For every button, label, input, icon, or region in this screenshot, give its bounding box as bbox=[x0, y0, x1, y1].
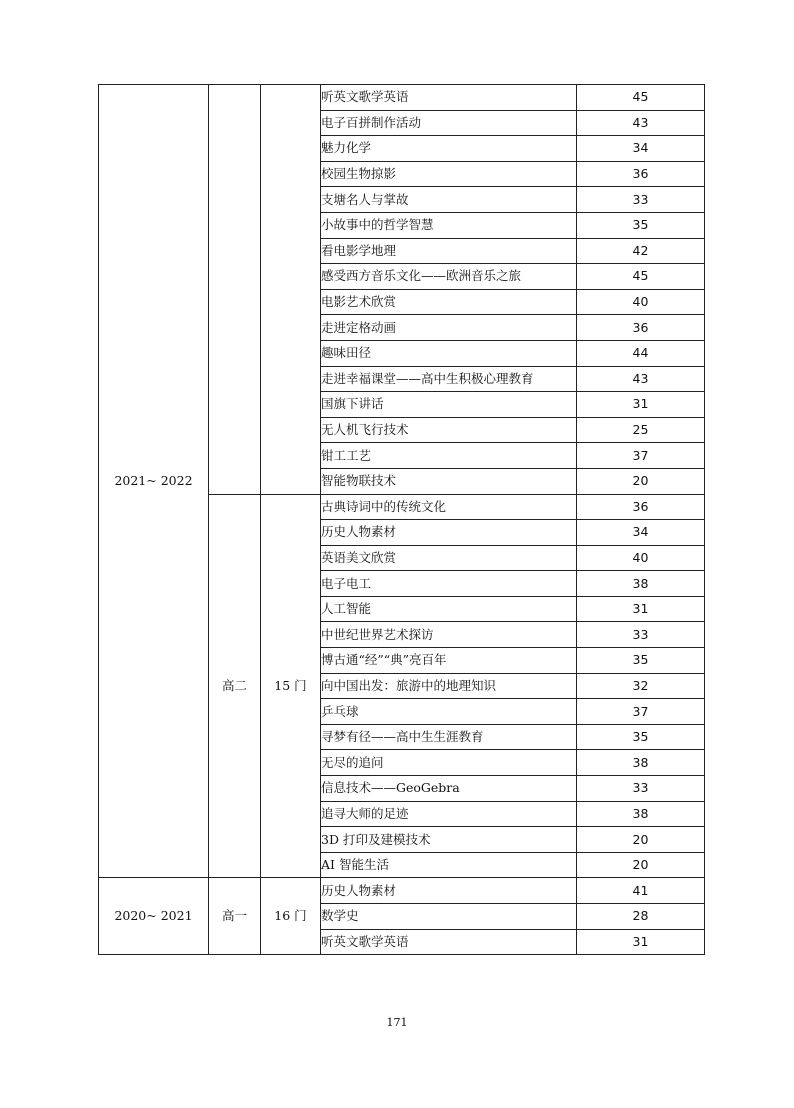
student-count: 34 bbox=[577, 136, 705, 162]
student-count: 20 bbox=[577, 827, 705, 853]
course-name: 中世纪世界艺术探访 bbox=[321, 622, 577, 648]
student-count: 33 bbox=[577, 622, 705, 648]
student-count: 36 bbox=[577, 161, 705, 187]
student-count: 45 bbox=[577, 264, 705, 290]
course-name: 信息技术——GeoGebra bbox=[321, 776, 577, 802]
course-name: 3D 打印及建模技术 bbox=[321, 827, 577, 853]
course-name: 走进幸福课堂——高中生积极心理教育 bbox=[321, 366, 577, 392]
student-count: 35 bbox=[577, 212, 705, 238]
grade-cell-empty bbox=[209, 85, 261, 495]
course-name: 支塘名人与掌故 bbox=[321, 187, 577, 213]
student-count: 42 bbox=[577, 238, 705, 264]
course-name: 追寻大师的足迹 bbox=[321, 801, 577, 827]
course-table bbox=[98, 84, 705, 955]
student-count: 28 bbox=[577, 904, 705, 930]
year-cell: 2020~ 2021 bbox=[99, 878, 209, 955]
year-cell: 2021~ 2022 bbox=[99, 85, 209, 878]
count-cell-empty bbox=[261, 85, 321, 495]
course-name: 听英文歌学英语 bbox=[321, 85, 577, 111]
student-count: 44 bbox=[577, 340, 705, 366]
student-count: 45 bbox=[577, 85, 705, 111]
student-count: 25 bbox=[577, 417, 705, 443]
student-count: 31 bbox=[577, 392, 705, 418]
student-count: 43 bbox=[577, 110, 705, 136]
course-name: 历史人物素材 bbox=[321, 878, 577, 904]
student-count: 37 bbox=[577, 443, 705, 469]
page-number: 171 bbox=[386, 1016, 408, 1029]
course-name: 电子百拼制作活动 bbox=[321, 110, 577, 136]
course-name: 校园生物掠影 bbox=[321, 161, 577, 187]
course-name: 听英文歌学英语 bbox=[321, 929, 577, 955]
student-count: 38 bbox=[577, 801, 705, 827]
course-name: 无人机飞行技术 bbox=[321, 417, 577, 443]
course-name: 电影艺术欣赏 bbox=[321, 289, 577, 315]
student-count: 36 bbox=[577, 494, 705, 520]
table-row bbox=[99, 878, 705, 904]
course-name: 乒乓球 bbox=[321, 699, 577, 725]
student-count: 38 bbox=[577, 750, 705, 776]
course-name: 国旗下讲话 bbox=[321, 392, 577, 418]
course-name: AI 智能生活 bbox=[321, 852, 577, 878]
student-count: 20 bbox=[577, 468, 705, 494]
table-row bbox=[99, 85, 705, 111]
student-count: 40 bbox=[577, 289, 705, 315]
course-name: 英语美文欣赏 bbox=[321, 545, 577, 571]
course-name: 魅力化学 bbox=[321, 136, 577, 162]
course-name: 看电影学地理 bbox=[321, 238, 577, 264]
student-count: 36 bbox=[577, 315, 705, 341]
course-name: 历史人物素材 bbox=[321, 520, 577, 546]
course-name: 博古通“经”“典”亮百年 bbox=[321, 648, 577, 674]
student-count: 35 bbox=[577, 724, 705, 750]
student-count: 38 bbox=[577, 571, 705, 597]
student-count: 33 bbox=[577, 187, 705, 213]
course-count-cell: 15 门 bbox=[261, 494, 321, 878]
course-name: 感受西方音乐文化——欧洲音乐之旅 bbox=[321, 264, 577, 290]
student-count: 34 bbox=[577, 520, 705, 546]
student-count: 33 bbox=[577, 776, 705, 802]
student-count: 35 bbox=[577, 648, 705, 674]
course-name: 趣味田径 bbox=[321, 340, 577, 366]
course-name: 无尽的追问 bbox=[321, 750, 577, 776]
course-name: 向中国出发：旅游中的地理知识 bbox=[321, 673, 577, 699]
course-name: 数学史 bbox=[321, 904, 577, 930]
student-count: 32 bbox=[577, 673, 705, 699]
student-count: 43 bbox=[577, 366, 705, 392]
student-count: 31 bbox=[577, 596, 705, 622]
student-count: 31 bbox=[577, 929, 705, 955]
grade-cell: 高二 bbox=[209, 494, 261, 878]
course-name: 寻梦有径——高中生生涯教育 bbox=[321, 724, 577, 750]
course-name: 钳工工艺 bbox=[321, 443, 577, 469]
course-name: 人工智能 bbox=[321, 596, 577, 622]
grade-cell: 高一 bbox=[209, 878, 261, 955]
course-name: 走进定格动画 bbox=[321, 315, 577, 341]
course-name: 智能物联技术 bbox=[321, 468, 577, 494]
student-count: 20 bbox=[577, 852, 705, 878]
course-name: 古典诗词中的传统文化 bbox=[321, 494, 577, 520]
course-count-cell: 16 门 bbox=[261, 878, 321, 955]
student-count: 41 bbox=[577, 878, 705, 904]
student-count: 40 bbox=[577, 545, 705, 571]
student-count: 37 bbox=[577, 699, 705, 725]
course-name: 小故事中的哲学智慧 bbox=[321, 212, 577, 238]
course-name: 电子电工 bbox=[321, 571, 577, 597]
